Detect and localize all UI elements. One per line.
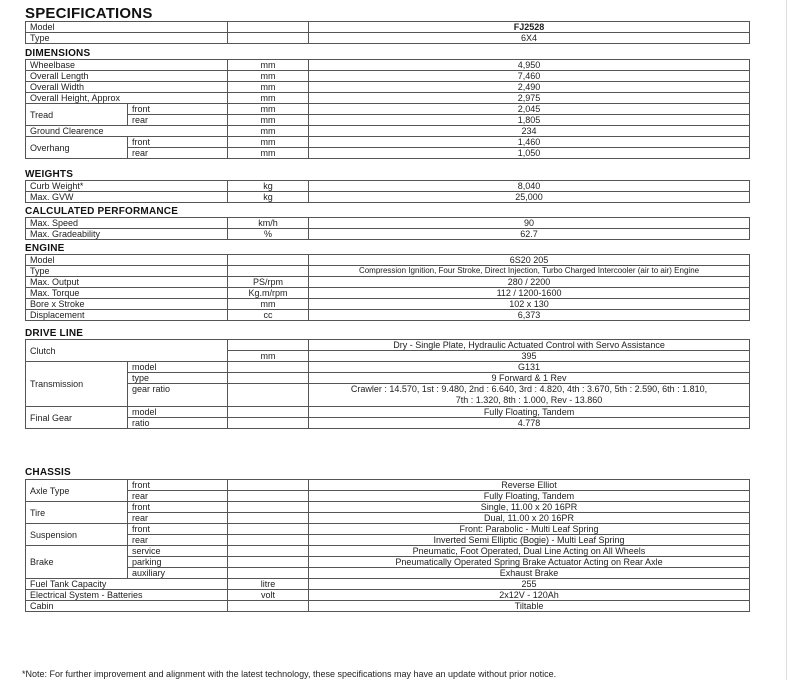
group-label: Tire [26, 502, 128, 524]
row-unit [228, 362, 309, 373]
section-heading: CALCULATED PERFORMANCE [25, 206, 179, 217]
row-value: 8,040 [309, 181, 750, 192]
row-label: Overall Length [26, 71, 228, 82]
table-row [26, 33, 750, 44]
row-value: 395 [309, 351, 750, 362]
row-value: Single, 11.00 x 20 16PR [309, 502, 750, 513]
row-unit: cc [228, 310, 309, 321]
row-value: 1,460 [309, 137, 750, 148]
row-value: 2,975 [309, 93, 750, 104]
row-value: Fully Floating, Tandem [309, 407, 750, 418]
table-row [26, 557, 750, 568]
row-value: 234 [309, 126, 750, 137]
table-row [26, 362, 750, 373]
row-value: 1,050 [309, 148, 750, 159]
row-label: Max. Output [26, 277, 228, 288]
row-label: Fuel Tank Capacity [26, 579, 228, 590]
row-label: Electrical System - Batteries [26, 590, 228, 601]
row-label: Wheelbase [26, 60, 228, 71]
table-row [26, 218, 750, 229]
group-label: Overhang [26, 137, 128, 159]
row-unit: mm [228, 93, 309, 104]
row-unit: mm [228, 137, 309, 148]
table-row [26, 340, 750, 351]
row-unit: mm [228, 148, 309, 159]
row-sublabel: service [128, 546, 228, 557]
table-row [26, 104, 750, 115]
performance-table [25, 217, 750, 240]
table-row [26, 546, 750, 557]
table-row [26, 137, 750, 148]
row-value: Dry - Single Plate, Hydraulic Actuated Control with Servo Assistance [309, 340, 750, 351]
row-value: 2x12V - 120Ah [309, 590, 750, 601]
row-value: Inverted Semi Elliptic (Bogie) - Multi Leaf Spring [309, 535, 750, 546]
row-value: 1,805 [309, 115, 750, 126]
row-unit [228, 266, 309, 277]
table-row [26, 299, 750, 310]
row-unit [228, 601, 309, 612]
footnote: *Note: For further improvement and alignment with the latest technology, these specifications may have an update without prior notice. [22, 669, 557, 679]
table-row [26, 255, 750, 266]
row-sublabel: rear [128, 535, 228, 546]
table-row [26, 601, 750, 612]
table-row [26, 288, 750, 299]
table-row [26, 277, 750, 288]
section-heading: ENGINE [25, 243, 65, 254]
row-value: Reverse Elliot [309, 480, 750, 491]
table-row [26, 181, 750, 192]
row-unit [228, 524, 309, 535]
row-label: Type [26, 266, 228, 277]
row-label: Max. GVW [26, 192, 228, 203]
row-sublabel: auxiliary [128, 568, 228, 579]
row-unit: mm [228, 82, 309, 93]
row-unit: mm [228, 299, 309, 310]
row-value: 7,460 [309, 71, 750, 82]
table-row [26, 82, 750, 93]
row-label: Displacement [26, 310, 228, 321]
row-unit [228, 255, 309, 266]
table-row [26, 480, 750, 491]
group-label: Transmission [26, 362, 128, 407]
weights-table [25, 180, 750, 203]
table-row [26, 60, 750, 71]
row-value: 4.778 [309, 418, 750, 429]
row-value: 2,045 [309, 104, 750, 115]
section-heading: DIMENSIONS [25, 48, 91, 59]
table-row [26, 22, 750, 33]
row-sublabel: parking [128, 557, 228, 568]
row-unit [228, 22, 309, 33]
table-row [26, 590, 750, 601]
row-sublabel: rear [128, 513, 228, 524]
row-unit [228, 407, 309, 418]
row-label: Cabin [26, 601, 228, 612]
table-row [26, 71, 750, 82]
row-value: 6X4 [309, 33, 750, 44]
row-value: 2,490 [309, 82, 750, 93]
row-unit [228, 480, 309, 491]
row-unit [228, 513, 309, 524]
row-value: 112 / 1200-1600 [309, 288, 750, 299]
row-sublabel: model [128, 407, 228, 418]
table-row [26, 310, 750, 321]
row-unit: PS/rpm [228, 277, 309, 288]
row-unit [228, 340, 309, 351]
table-row [26, 192, 750, 203]
row-sublabel: ratio [128, 418, 228, 429]
row-label: Curb Weight* [26, 181, 228, 192]
row-unit: kg [228, 181, 309, 192]
row-label: Type [26, 33, 228, 44]
gear-ratio-value [309, 384, 750, 407]
table-row [26, 126, 750, 137]
table-row [26, 579, 750, 590]
row-unit: mm [228, 126, 309, 137]
row-unit: % [228, 229, 309, 240]
row-unit [228, 384, 309, 407]
gear-ratio-line: Crawler : 14.570, 1st : 9.480, 2nd : 6.640, 3rd : 4.820, 4th : 3.670, 5th : 2.590, 6th : 1.810, [350, 384, 708, 394]
row-unit [228, 491, 309, 502]
driveline-table [25, 339, 750, 429]
row-sublabel: rear [128, 148, 228, 159]
row-sublabel: gear ratio [128, 384, 228, 407]
row-sublabel: rear [128, 115, 228, 126]
row-unit: mm [228, 71, 309, 82]
section-heading: DRIVE LINE [25, 328, 84, 339]
row-unit: mm [228, 351, 309, 362]
row-value: 4,950 [309, 60, 750, 71]
model-value: FJ2528 [309, 22, 750, 33]
section-heading: CHASSIS [25, 467, 71, 478]
row-value: Fully Floating, Tandem [309, 491, 750, 502]
row-unit: volt [228, 590, 309, 601]
page-title: SPECIFICATIONS [25, 5, 153, 22]
row-label: Max. Speed [26, 218, 228, 229]
header-table [25, 21, 750, 44]
row-sublabel: front [128, 524, 228, 535]
row-value: Dual, 11.00 x 20 16PR [309, 513, 750, 524]
row-unit [228, 373, 309, 384]
row-unit: mm [228, 60, 309, 71]
row-label: Model [26, 22, 228, 33]
row-value: 9 Forward & 1 Rev [309, 373, 750, 384]
table-row [26, 418, 750, 429]
engine-table [25, 254, 750, 321]
table-row [26, 568, 750, 579]
row-value: Front: Parabolic - Multi Leaf Spring [309, 524, 750, 535]
row-value: 280 / 2200 [309, 277, 750, 288]
row-sublabel: type [128, 373, 228, 384]
table-row [26, 373, 750, 384]
row-value: Compression Ignition, Four Stroke, Direct Injection, Turbo Charged Intercooler (air to air) Engine [309, 266, 750, 277]
table-row [26, 93, 750, 104]
table-row [26, 115, 750, 126]
row-unit [228, 546, 309, 557]
row-value: 90 [309, 218, 750, 229]
table-row [26, 384, 750, 407]
row-sublabel: front [128, 137, 228, 148]
row-value: 6S20 205 [309, 255, 750, 266]
row-unit [228, 502, 309, 513]
row-unit: litre [228, 579, 309, 590]
chassis-table [25, 479, 750, 612]
row-sublabel: front [128, 480, 228, 491]
row-value: G131 [309, 362, 750, 373]
gear-ratio-line: 7th : 1.320, 8th : 1.000, Rev - 13.860 [455, 395, 603, 405]
row-sublabel: model [128, 362, 228, 373]
row-sublabel: front [128, 502, 228, 513]
table-row [26, 266, 750, 277]
row-unit: mm [228, 104, 309, 115]
table-row [26, 407, 750, 418]
table-row [26, 513, 750, 524]
row-label: Ground Clearence [26, 126, 228, 137]
row-label: Max. Gradeability [26, 229, 228, 240]
table-row [26, 148, 750, 159]
row-label: Overall Height, Approx [26, 93, 228, 104]
row-value: 25,000 [309, 192, 750, 203]
row-unit [228, 33, 309, 44]
row-unit: kg [228, 192, 309, 203]
table-row [26, 524, 750, 535]
group-label: Brake [26, 546, 128, 579]
row-value: Pneumatically Operated Spring Brake Actuator Acting on Rear Axle [309, 557, 750, 568]
row-value: Exhaust Brake [309, 568, 750, 579]
row-sublabel: rear [128, 491, 228, 502]
row-value: 255 [309, 579, 750, 590]
row-label: Max. Torque [26, 288, 228, 299]
group-label: Suspension [26, 524, 128, 546]
group-label: Final Gear [26, 407, 128, 429]
section-heading: WEIGHTS [25, 169, 74, 180]
group-label: Axle Type [26, 480, 128, 502]
table-row [26, 229, 750, 240]
row-sublabel: front [128, 104, 228, 115]
table-row [26, 502, 750, 513]
row-unit: Kg.m/rpm [228, 288, 309, 299]
row-value: 102 x 130 [309, 299, 750, 310]
row-value: 62.7 [309, 229, 750, 240]
row-label: Overall Width [26, 82, 228, 93]
row-value: 6,373 [309, 310, 750, 321]
row-value: Tiltable [309, 601, 750, 612]
group-label: Clutch [26, 340, 228, 362]
dimensions-table [25, 59, 750, 159]
row-unit [228, 568, 309, 579]
row-value: Pneumatic, Foot Operated, Dual Line Acting on All Wheels [309, 546, 750, 557]
row-unit: km/h [228, 218, 309, 229]
row-unit: mm [228, 115, 309, 126]
row-label: Bore x Stroke [26, 299, 228, 310]
row-label: Model [26, 255, 228, 266]
table-row [26, 535, 750, 546]
row-unit [228, 535, 309, 546]
table-row [26, 491, 750, 502]
row-unit [228, 557, 309, 568]
row-unit [228, 418, 309, 429]
group-label: Tread [26, 104, 128, 126]
